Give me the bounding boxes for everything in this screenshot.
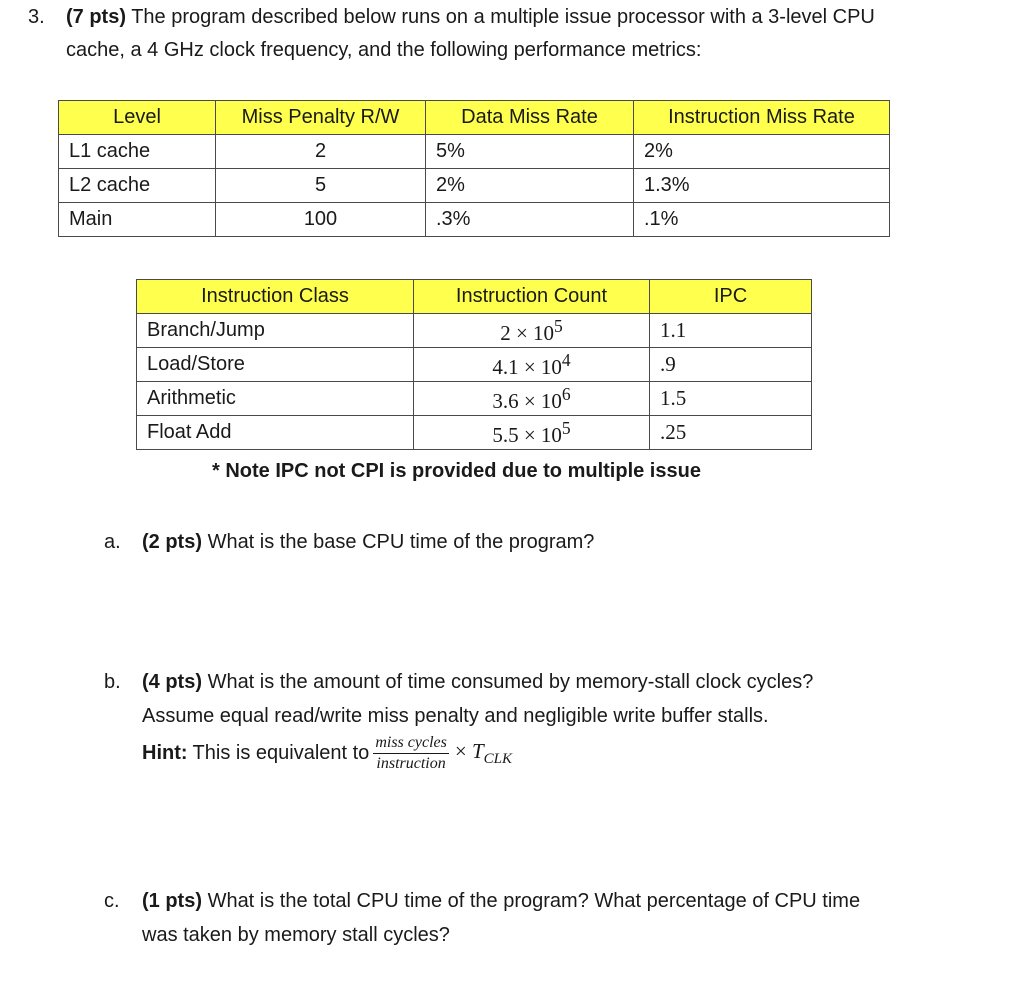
part-c-label: c.	[104, 890, 120, 912]
part-b-question-line-2: Assume equal read/write miss penalty and negligible write buffer stalls.	[142, 705, 769, 727]
instruction-class-cell: Arithmetic	[137, 382, 414, 416]
cache-header-instruction-miss-rate: Instruction Miss Rate	[634, 101, 890, 135]
table-row	[137, 348, 812, 382]
question-points: (7 pts)	[66, 6, 126, 28]
instruction-count-cell: $5.5 \times 10^5$	[414, 416, 650, 450]
ipc-cell: 1.5	[650, 382, 812, 416]
cache-header-data-miss-rate: Data Miss Rate	[426, 101, 634, 135]
ipc-cell: .9	[650, 348, 812, 382]
hint-fraction	[373, 733, 449, 774]
instruction-miss-rate-cell: 1.3%	[634, 169, 890, 203]
instruction-miss-rate-cell: .1%	[634, 203, 890, 237]
table-row	[59, 203, 890, 237]
cache-table-header	[59, 101, 890, 135]
data-miss-rate-cell: 2%	[426, 169, 634, 203]
miss-penalty-cell: 100	[216, 203, 426, 237]
instr-header-ipc: IPC	[650, 280, 812, 314]
part-c-text-1: What is the total CPU time of the program? What percentage of CPU time	[207, 890, 861, 912]
part-c-points: (1 pts)	[142, 890, 202, 912]
ipc-note: * Note IPC not CPI is provided due to multiple issue	[212, 460, 701, 482]
instruction-count-cell: $4.1 \times 10^4$	[414, 348, 650, 382]
data-miss-rate-cell: 5%	[426, 135, 634, 169]
cache-header-level: Level	[59, 101, 216, 135]
table-row	[137, 314, 812, 348]
instruction-table	[136, 279, 812, 450]
miss-penalty-cell: 5	[216, 169, 426, 203]
instruction-count-cell: $3.6 \times 10^6$	[414, 382, 650, 416]
part-b-question-line-1	[142, 671, 813, 694]
part-b-label: b.	[104, 671, 121, 693]
cache-level-cell: Main	[59, 203, 216, 237]
table-row	[137, 416, 812, 450]
part-a-label: a.	[104, 531, 121, 553]
instruction-class-cell: Float Add	[137, 416, 414, 450]
part-c-question-line-1	[142, 890, 860, 913]
table-row	[59, 135, 890, 169]
cache-header-miss-penalty: Miss Penalty R/W	[216, 101, 426, 135]
cache-table	[58, 100, 890, 237]
question-intro-text-1: The program described below runs on a multiple issue processor with a 3-level CPU	[131, 6, 875, 28]
ipc-cell: 1.1	[650, 314, 812, 348]
miss-penalty-cell: 2	[216, 135, 426, 169]
part-b-text-1: What is the amount of time consumed by memory-stall clock cycles?	[207, 671, 814, 693]
instruction-class-cell: Branch/Jump	[137, 314, 414, 348]
part-c-question-line-2: was taken by memory stall cycles?	[142, 924, 450, 946]
cache-level-cell: L1 cache	[59, 135, 216, 169]
instruction-count-cell: $2 \times 10^5$	[414, 314, 650, 348]
cache-level-cell: L2 cache	[59, 169, 216, 203]
data-miss-rate-cell: .3%	[426, 203, 634, 237]
part-a-points: (2 pts)	[142, 531, 202, 553]
table-row	[137, 382, 812, 416]
ipc-cell: .25	[650, 416, 812, 450]
instr-header-count: Instruction Count	[414, 280, 650, 314]
hint-text: This is equivalent to	[192, 742, 370, 764]
part-a-text: What is the base CPU time of the program?	[207, 531, 595, 553]
hint-label: Hint:	[142, 742, 188, 764]
hint-clock-term: × $T_{CLK}$	[454, 738, 512, 768]
fraction-numerator: miss cycles	[373, 733, 449, 754]
fraction-denominator: instruction	[376, 755, 446, 772]
instruction-class-cell: Load/Store	[137, 348, 414, 382]
question-intro-line-1	[66, 6, 875, 29]
table-row	[59, 169, 890, 203]
question-intro-line-2: cache, a 4 GHz clock frequency, and the following performance metrics:	[66, 39, 702, 61]
instruction-table-header	[137, 280, 812, 314]
part-b-hint	[142, 733, 512, 774]
instruction-miss-rate-cell: 2%	[634, 135, 890, 169]
part-a-question	[142, 531, 594, 554]
part-b-points: (4 pts)	[142, 671, 202, 693]
question-number: 3.	[28, 6, 45, 28]
instr-header-class: Instruction Class	[137, 280, 414, 314]
